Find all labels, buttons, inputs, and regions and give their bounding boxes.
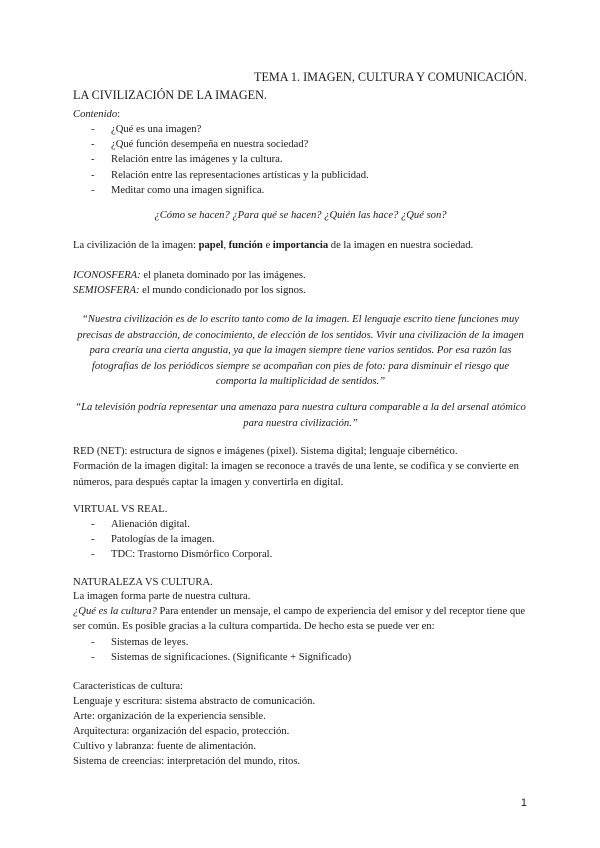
caracteristica-line: Lenguaje y escritura: sistema abstracto de comunicación. [73, 696, 316, 707]
definition-iconosfera: ICONOSFERA: el planeta dominado por las imágenes. [73, 270, 306, 281]
section-title: LA CIVILIZACIÓN DE LA IMAGEN. [73, 88, 267, 102]
digital-image-line: Formación de la imagen digital: la imagen se reconoce a través de una lente, se codifica y se convierte en números, para después captar la imagen y convertirla en digital. [73, 461, 519, 488]
virtual-title: VIRTUAL VS REAL. [73, 504, 168, 515]
topic-heading: TEMA 1. IMAGEN, CULTURA Y COMUNICACIÓN. [254, 70, 527, 84]
contenido-label: Contenido: [73, 109, 121, 120]
caracteristicas-title: Características de cultura: [73, 681, 184, 692]
naturaleza-title: NATURALEZA VS CULTURA. [73, 577, 213, 588]
red-net-line: RED (NET): estructura de signos e imágenes (pixel). Sistema digital; lenguaje cibernético. [73, 446, 458, 457]
page-number: 1 [520, 797, 527, 809]
document-page: TEMA 1. IMAGEN, CULTURA Y COMUNICACIÓN. LA CIVILIZACIÓN DE LA IMAGEN. Contenido: - ¿Qué es una imagen? - ¿Qué función desempeña en nuestra sociedad? - Relación entre las imágenes y la cultura. - Relación entre las representaciones artísticas y la publicidad. - Meditar como una imagen significa. ¿Cómo se hacen? ¿Para qué se hacen? ¿Quién las hace? ¿Qué son? La civilización de la imagen: papel, función e importancia de la imagen en nuestra sociedad. ICONOSFERA: el planeta dominado por las imágenes. SEMIOSFERA: el mundo condicionado por los signos. “Nuestra civilización es de lo escrito tanto como de la imagen. El lenguaje escrito tiene funciones muy precisas de abstracción, de conocimiento, de elección de los sentidos. Vivir una civilización de la imagen para crearía una cierta angustia, ya que la imagen siempre tiene varios sentidos. Por esa razón las fotografías de los periódicos siempre se acompañan con pies de foto: para disminuir el riesgo que comporta la multiplicidad de sentidos.” “La televisión podría representar una amenaza para nuestra cultura comparable a la del arsenal atómico para nuestra civilización.” RED (NET): estructura de signos e imágenes (pixel). Sistema digital; lenguaje cibernético. Formación de la imagen digital: la imagen se reconoce a través de una lente, se codifica y se convierte en números, para después captar la imagen y convertirla en digital. VIRTUAL VS REAL. - Alienación digital. - Patologías de la imagen. - TDC: Trastorno Dismórfico Corporal. NATURALEZA VS CULTURA. La imagen forma parte de nuestra cultura. ¿Qué es la cultura? Para entender un mensaje, el campo de experiencia del emisor y del receptor tiene que ser común. Es posible gracias a la cultura compartida. De hecho esta se puede ver en: - Sistemas de leyes. - Sistemas de significaciones. (Significante + Significado) Características de cultura: Lenguaje y escritura: sistema abstracto de comunicación. Arte: organización de la experiencia sensible. Arquitectura: organización del espacio, protección. Cultivo y labranza: fuente de alimentación. Sistema de creencias: interpretación del mundo, ritos. 1 [0, 0, 600, 848]
caracteristica-line: Arquitectura: organización del espacio, protección. [73, 726, 290, 737]
quote-civilization: “Nuestra civilización es de lo escrito tanto como de la imagen. El lenguaje escrito tiene funciones muy precisas de abstracción, de conocimiento, de elección de los sentidos. Vivir una civilización de la imagen para crearía una cierta angustia, ya que la imagen siempre tiene varios sentidos. Por esa razón las fotografías de los periódicos siempre se acompañan con pies de foto: para disminuir el riesgo que comporta la multiplicidad de sentidos.” [77, 314, 524, 387]
naturaleza-intro: La imagen forma parte de nuestra cultura. [73, 591, 251, 602]
caracteristica-line: Sistema de creencias: interpretación del mundo, ritos. [73, 756, 301, 767]
red-net-paragraph [73, 444, 533, 490]
caracteristica-line: Cultivo y labranza: fuente de alimentación. [73, 741, 256, 752]
cultura-paragraph: ¿Qué es la cultura? Para entender un mensaje, el campo de experiencia del emisor y del receptor tiene que ser común. Es posible gracias a la cultura compartida. De hecho esta se puede ver en: [73, 606, 526, 633]
civilization-line: La civilización de la imagen: papel, función e importancia de la imagen en nuestra sociedad. [73, 240, 474, 251]
definition-semiosfera: SEMIOSFERA: el mundo condicionado por los signos. [73, 285, 306, 296]
caracteristica-line: Arte: organización de la experiencia sensible. [73, 711, 266, 722]
quote-television: “La televisión podría representar una amenaza para nuestra cultura comparable a la del arsenal atómico para nuestra civilización.” [75, 402, 526, 429]
questions-line: ¿Cómo se hacen? ¿Para qué se hacen? ¿Quién las hace? ¿Qué son? [154, 210, 447, 221]
